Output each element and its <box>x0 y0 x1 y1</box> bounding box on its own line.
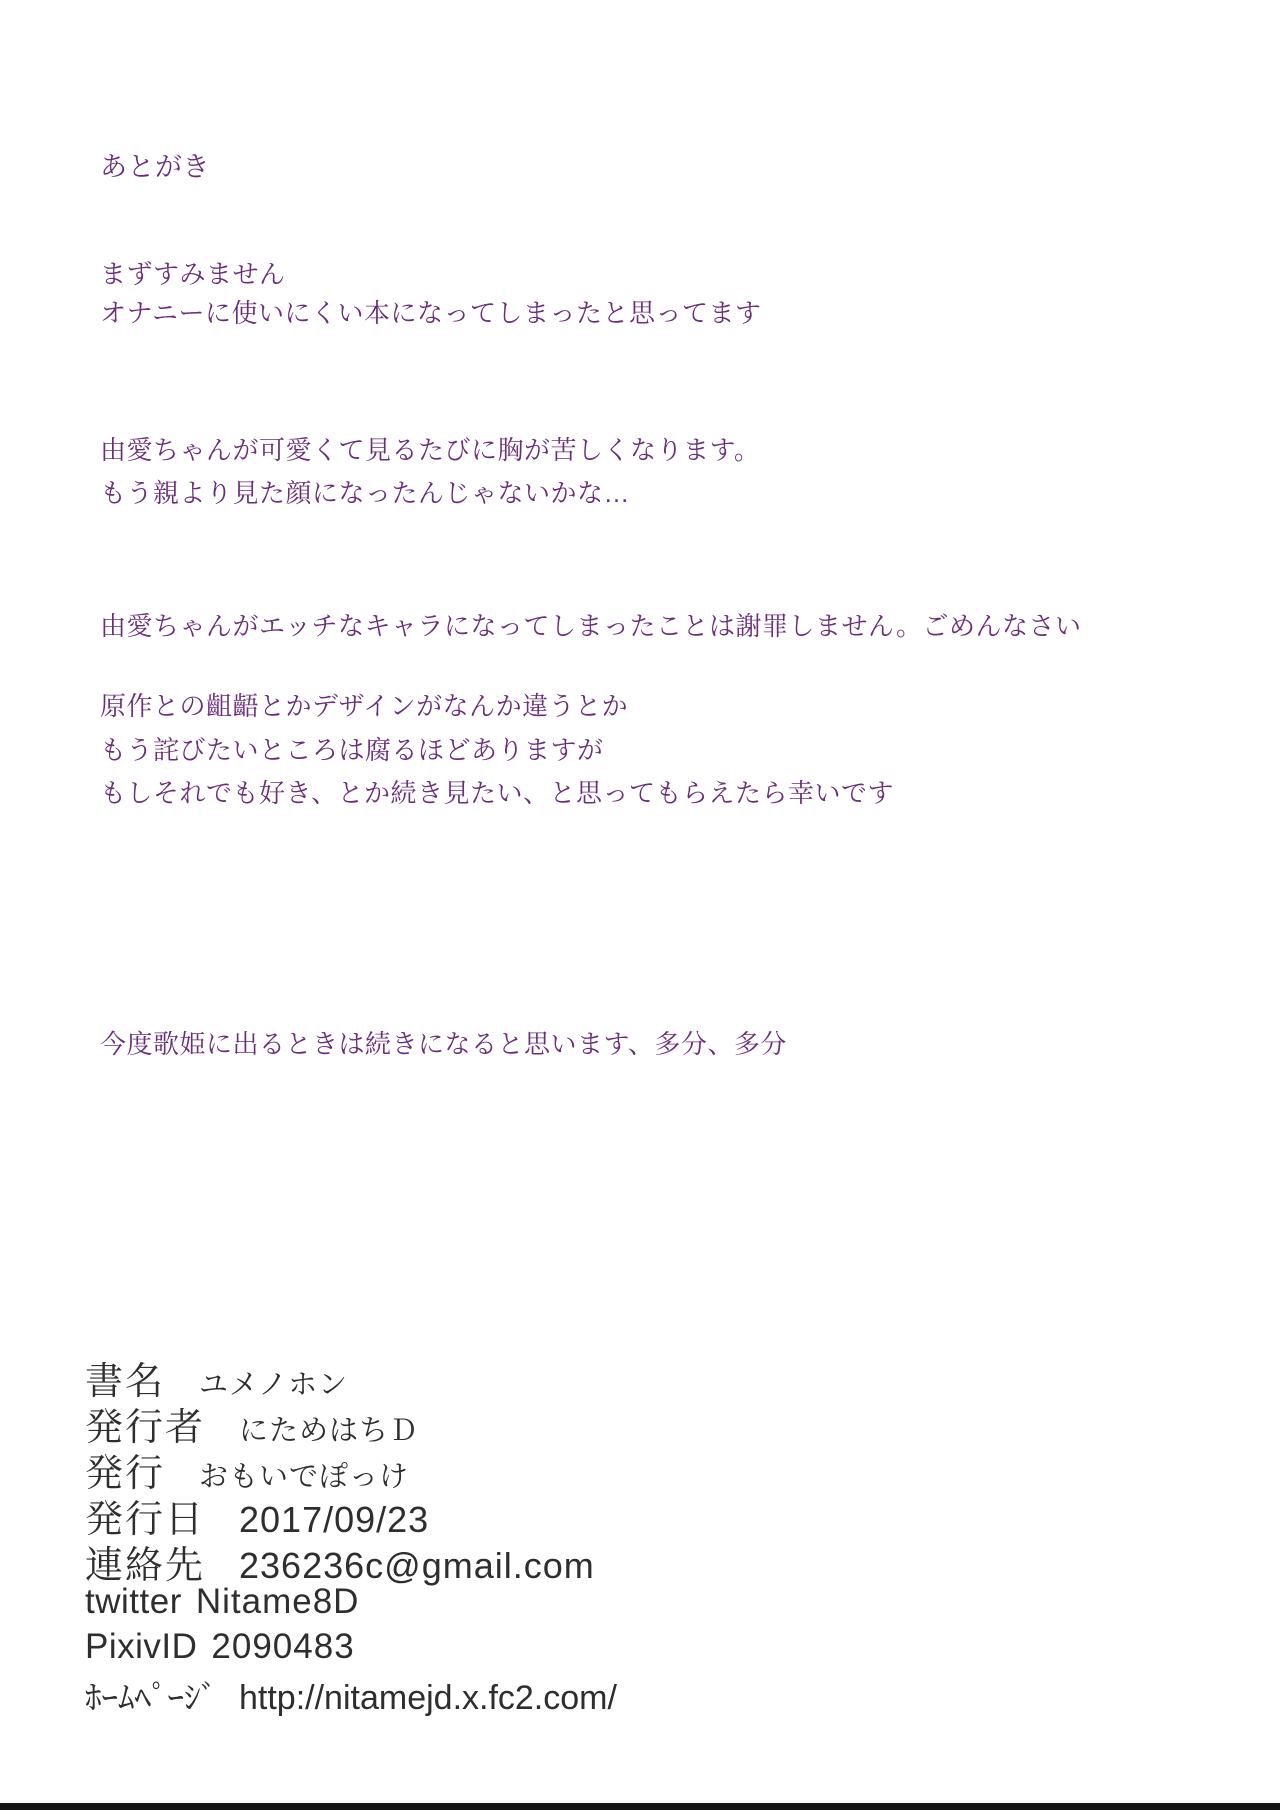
colophon-value: おもいでぽっけ <box>199 1461 410 1493</box>
colophon-value: 2017/09/23 <box>239 1499 430 1540</box>
colophon-label: 書名 <box>85 1361 166 1403</box>
afterword-line: もしそれでも好き、とか続き見たい、と思ってもらえたら幸いです <box>100 778 894 808</box>
colophon-label: ﾎｰﾑﾍﾟｰｼﾞ <box>85 1679 217 1716</box>
colophon-row-homepage <box>85 1672 617 1719</box>
colophon-row-twitter <box>85 1582 359 1622</box>
afterword-line: まずすみません <box>100 259 286 289</box>
afterword-line: 由愛ちゃんがエッチなキャラになってしまったことは謝罪しません。ごめんなさい <box>100 611 1082 641</box>
colophon-value: 2090483 <box>211 1627 355 1666</box>
afterword-line: もう親より見た顔になったんじゃないかな… <box>100 478 631 508</box>
colophon-row-pixiv <box>85 1627 355 1667</box>
colophon-value: にためはちＤ <box>239 1415 420 1447</box>
colophon-row-contact <box>85 1534 595 1589</box>
colophon-label: twitter <box>85 1582 182 1621</box>
colophon-label: 連絡先 <box>85 1545 206 1587</box>
colophon-label: PixivID <box>85 1627 198 1666</box>
colophon-homepage-url: http://nitamejd.x.fc2.com/ <box>239 1679 617 1717</box>
colophon-label: 発行 <box>85 1453 166 1495</box>
afterword-line: オナニーに使いにくい本になってしまったと思ってます <box>100 298 762 328</box>
afterword-title: あとがき <box>100 152 210 182</box>
colophon-value: Nitame8D <box>195 1582 360 1621</box>
afterword-line: もう詫びたいところは腐るほどありますが <box>100 735 604 765</box>
afterword-line: 今度歌姫に出るときは続きになると思います、多分、多分 <box>100 1029 787 1059</box>
afterword-line: 原作との齟齬とかデザインがなんか違うとか <box>100 691 629 721</box>
colophon-value: ユメノホン <box>199 1369 349 1401</box>
afterword-line: 由愛ちゃんが可愛くて見るたびに胸が苦しくなります。 <box>100 435 761 465</box>
colophon-label: 発行者 <box>85 1407 206 1449</box>
colophon-label: 発行日 <box>85 1499 206 1541</box>
colophon-value: 236236c@gmail.com <box>239 1545 595 1586</box>
scan-edge-bar <box>0 1803 1280 1810</box>
